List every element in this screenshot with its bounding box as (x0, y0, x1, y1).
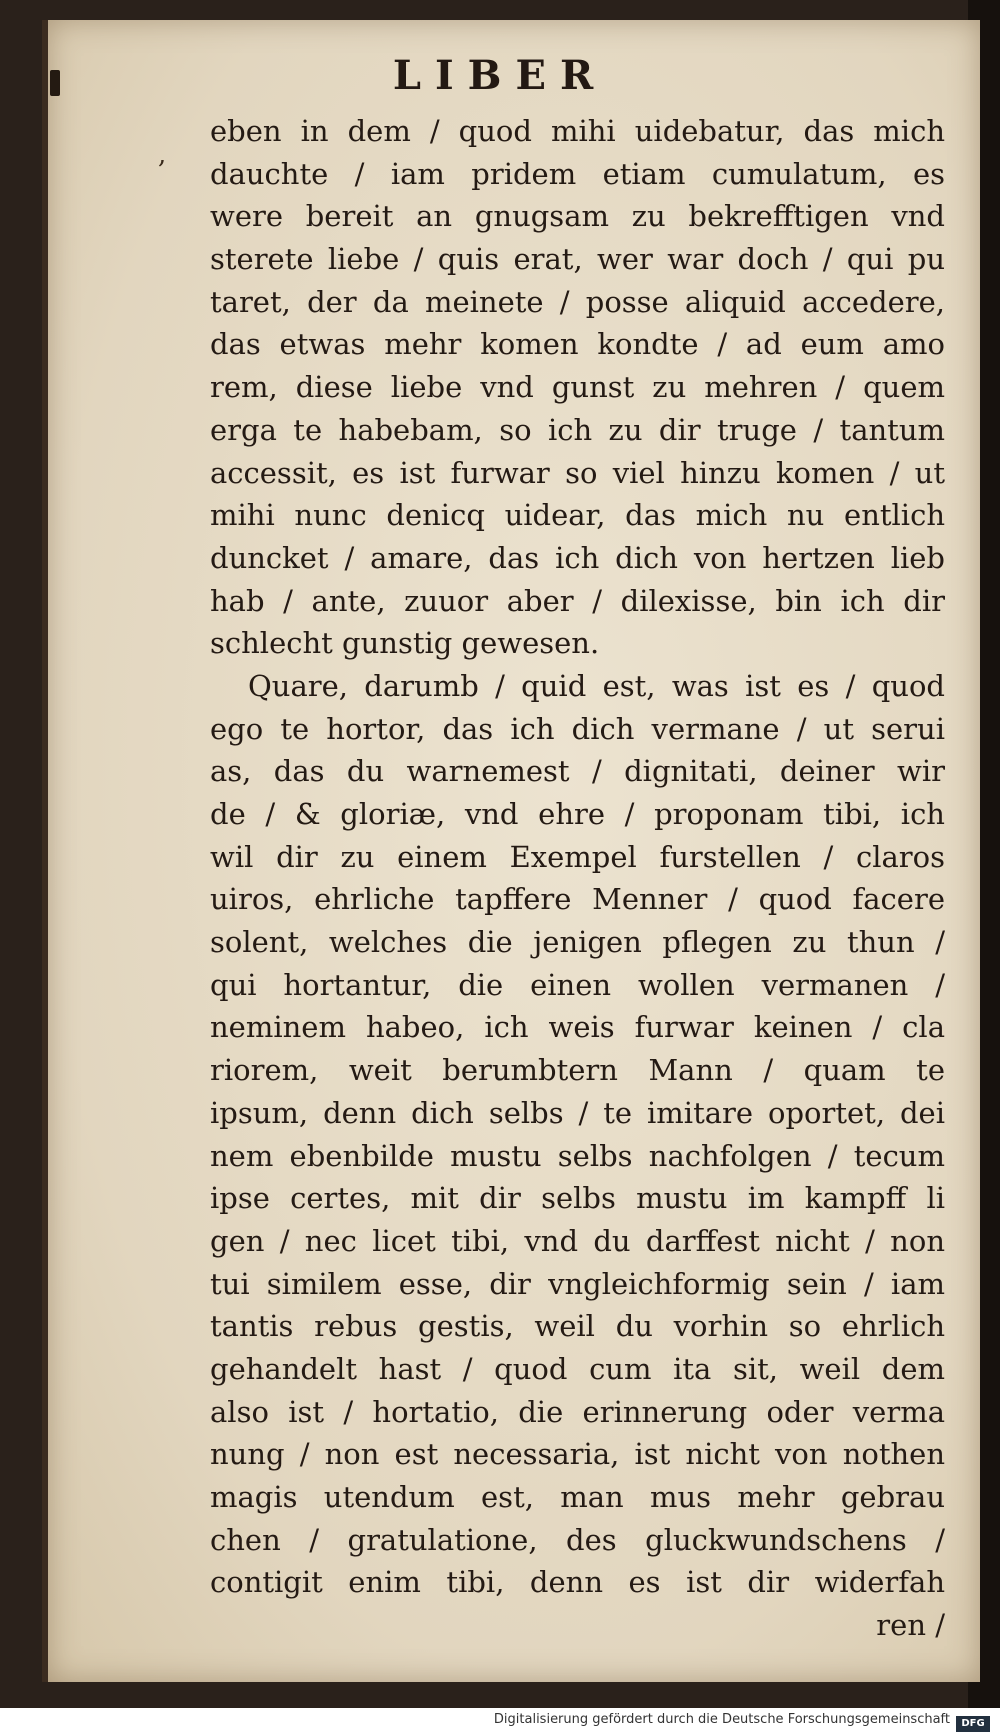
text-line: tantis rebus gestis, weil du vorhin so ehrlich (210, 1309, 945, 1344)
text-line: erga te habebam, so ich zu dir truge / tantum (210, 412, 945, 447)
dfg-logo: DFG (956, 1716, 990, 1732)
text-line: nem ebenbilde mustu selbs nachfolgen / tecum (210, 1138, 945, 1173)
text-line: gehandelt hast / quod cum ita sit, weil dem (210, 1351, 945, 1386)
text-line: riorem, weit berumbtern Mann / quam te (210, 1053, 945, 1088)
text-line: gen / nec licet tibi, vnd du darffest nicht / non (210, 1223, 945, 1258)
text-line: eben in dem / quod mihi uidebatur, das mich (210, 114, 945, 148)
text-line: magis utendum est, man mus mehr gebrau (210, 1480, 945, 1514)
text-line: sterete liebe / quis erat, wer war doch / qui pu (210, 242, 945, 277)
text-line: dauchte / iam pridem etiam cumulatum, es (210, 156, 945, 191)
text-line: as, das du warnemest / dignitati, deiner wir (210, 754, 945, 789)
text-block (210, 110, 945, 1647)
text-line: taret, der da meinete / posse aliquid accedere, (210, 284, 945, 319)
text-line: rem, diese liebe vnd gunst zu mehren / quem (210, 370, 945, 405)
text-line: tui similem esse, dir vngleichformig sein / iam (210, 1266, 945, 1301)
text-line: ego te hortor, das ich dich vermane / ut serui (210, 711, 945, 746)
text-line: mihi nunc denicq uidear, das mich nu entlich (210, 498, 945, 533)
text-line: schlecht gunstig gewesen. (210, 626, 600, 661)
text-line: hab / ante, zuuor aber / dilexisse, bin ich dir (210, 583, 945, 618)
text-line: ipsum, denn dich selbs / te imitare oportet, dei (210, 1095, 945, 1130)
text-line: nung / non est necessaria, ist nicht von nothen (210, 1437, 945, 1472)
text-line: uiros, ehrliche tapffere Menner / quod facere (210, 882, 945, 917)
margin-mark: , (158, 140, 167, 170)
text-line: also ist / hortatio, die erinnerung oder verma (210, 1394, 945, 1429)
text-line: were bereit an gnugsam zu bekrefftigen vnd (210, 199, 945, 234)
text-line: neminem habeo, ich weis furwar keinen / cla (210, 1010, 945, 1045)
text-line: de / & gloriæ, vnd ehre / proponam tibi, ich (210, 797, 945, 831)
text-line: accessit, es ist furwar so viel hinzu komen / ut (210, 455, 945, 490)
text-line: das etwas mehr komen kondte / ad eum amo (210, 327, 945, 362)
text-line: chen / gratulatione, des gluckwundschens / (210, 1522, 945, 1557)
running-header: LIBER (392, 52, 608, 99)
catchword: ren / (876, 1608, 945, 1643)
digitization-credit: Digitalisierung gefördert durch die Deutsche Forschungsgemeinschaft (493, 1712, 950, 1727)
text-line: duncket / amare, das ich dich von hertzen lieb (210, 540, 945, 575)
text-line: Quare, darumb / quid est, was ist es / quod (248, 668, 945, 703)
text-line: qui hortantur, die einen wollen vermanen / (210, 967, 945, 1002)
text-line: wil dir zu einem Exempel furstellen / claros (210, 839, 945, 874)
text-line: solent, welches die jenigen pflegen zu thun / (210, 925, 945, 960)
text-line: contigit enim tibi, denn es ist dir widerfah (210, 1565, 945, 1600)
text-line: ipse certes, mit dir selbs mustu im kampff li (210, 1181, 945, 1216)
